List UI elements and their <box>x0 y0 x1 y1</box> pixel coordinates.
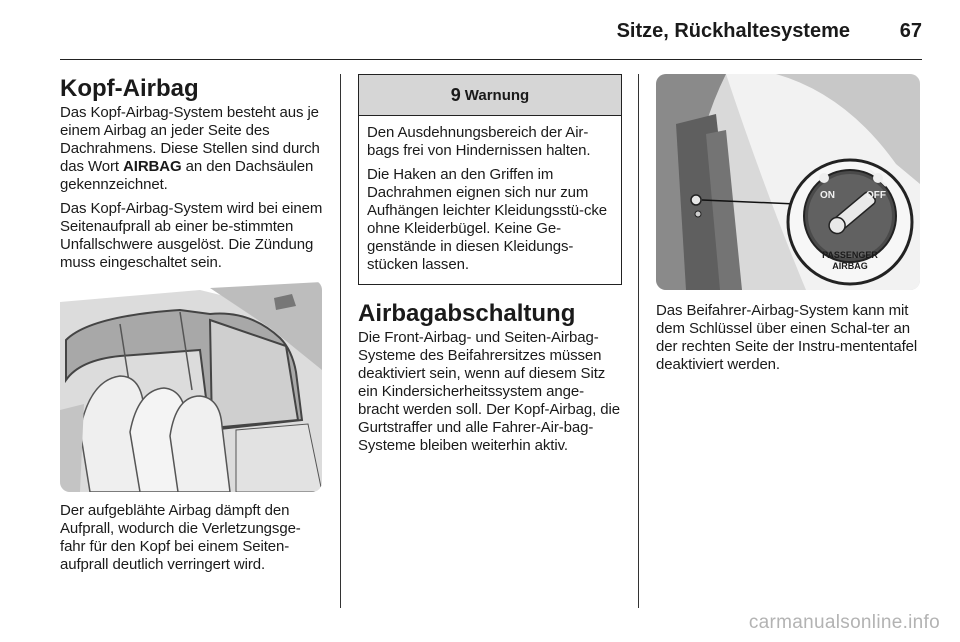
warning-paragraph-2: Die Haken an den Griffen im Dachrahmen eignen sich nur zum Aufhängen leichter Kleidungsstü-cke ohne Kleiderbügel. Keine Ge-genstände in diesen Kleidungs-stücken lassen. <box>367 166 607 273</box>
page-header-title: Sitze, Rückhaltesysteme <box>616 20 850 42</box>
page-number: 67 <box>899 20 922 42</box>
switch-label-airbag: AIRBAG <box>832 261 868 271</box>
column-1 <box>60 74 326 580</box>
curtain-airbag-illustration <box>60 280 322 492</box>
paragraph-kopf-airbag-2: Das Kopf-Airbag-System wird bei einem Seitenaufprall ab einer be-stimmten Unfallschwere ausgelöst. Die Zündung muss eingeschaltet sein. <box>60 200 323 271</box>
warning-title: Warnung <box>464 86 530 104</box>
switch-label-off: OFF <box>866 190 886 201</box>
paragraph-kopf-airbag-1: Das Kopf-Airbag-System besteht aus je einem Airbag an jeder Seite des Dachrahmens. Diese Stellen sind durch das Wort AIRBAG an den Dachsäulen gekennzeichnet. <box>60 104 320 193</box>
paragraph-airbagabschaltung: Die Front-Airbag- und Seiten-Airbag-Systeme des Beifahrersitzes müssen deaktiviert sein, wenn auf diesem Sitz ein Kindersicherheitssystem ange-bracht werden soll. Der Kopf-Airbag, die Gurtstraffer und alle Fahrer-Air-bag-Systeme bleiben weiterhin aktiv. <box>358 329 620 454</box>
column-divider-left <box>340 74 341 608</box>
warning-icon: 9 <box>450 84 461 105</box>
airbag-key-switch-drawing <box>656 74 920 290</box>
header-divider <box>60 59 922 60</box>
switch-label-passenger: PASSENGER <box>822 250 878 260</box>
warning-box <box>358 74 622 285</box>
column-3 <box>656 74 922 380</box>
curtain-airbag-drawing <box>60 280 322 492</box>
keyword-airbag: AIRBAG <box>123 158 182 175</box>
column-divider-right <box>638 74 639 608</box>
warning-header <box>359 75 621 116</box>
figure-caption-airbag: Der aufgeblähte Airbag dämpft den Aufprall, wodurch die Verletzungsge-fahr für den Kopf bei einem Seiten-aufprall deutlich verringert wird. <box>60 502 301 573</box>
airbag-switch-illustration <box>656 74 920 290</box>
warning-body <box>359 116 621 284</box>
warning-paragraph-1: Den Ausdehnungsbereich der Air-bags frei von Hindernissen halten. <box>367 124 591 159</box>
paragraph-beifahrer-airbag: Das Beifahrer-Airbag-System kann mit dem Schlüssel über einen Schal-ter an der rechten Seite der Instru-mententafel deaktiviert werden. <box>656 302 918 373</box>
switch-label-on: ON <box>820 190 835 201</box>
watermark-text: carmanualsonline.info <box>748 612 940 633</box>
section-heading-airbagabschaltung: Airbagabschaltung <box>358 300 576 327</box>
column-2 <box>358 74 624 461</box>
section-heading-kopf-airbag: Kopf-Airbag <box>60 75 199 102</box>
